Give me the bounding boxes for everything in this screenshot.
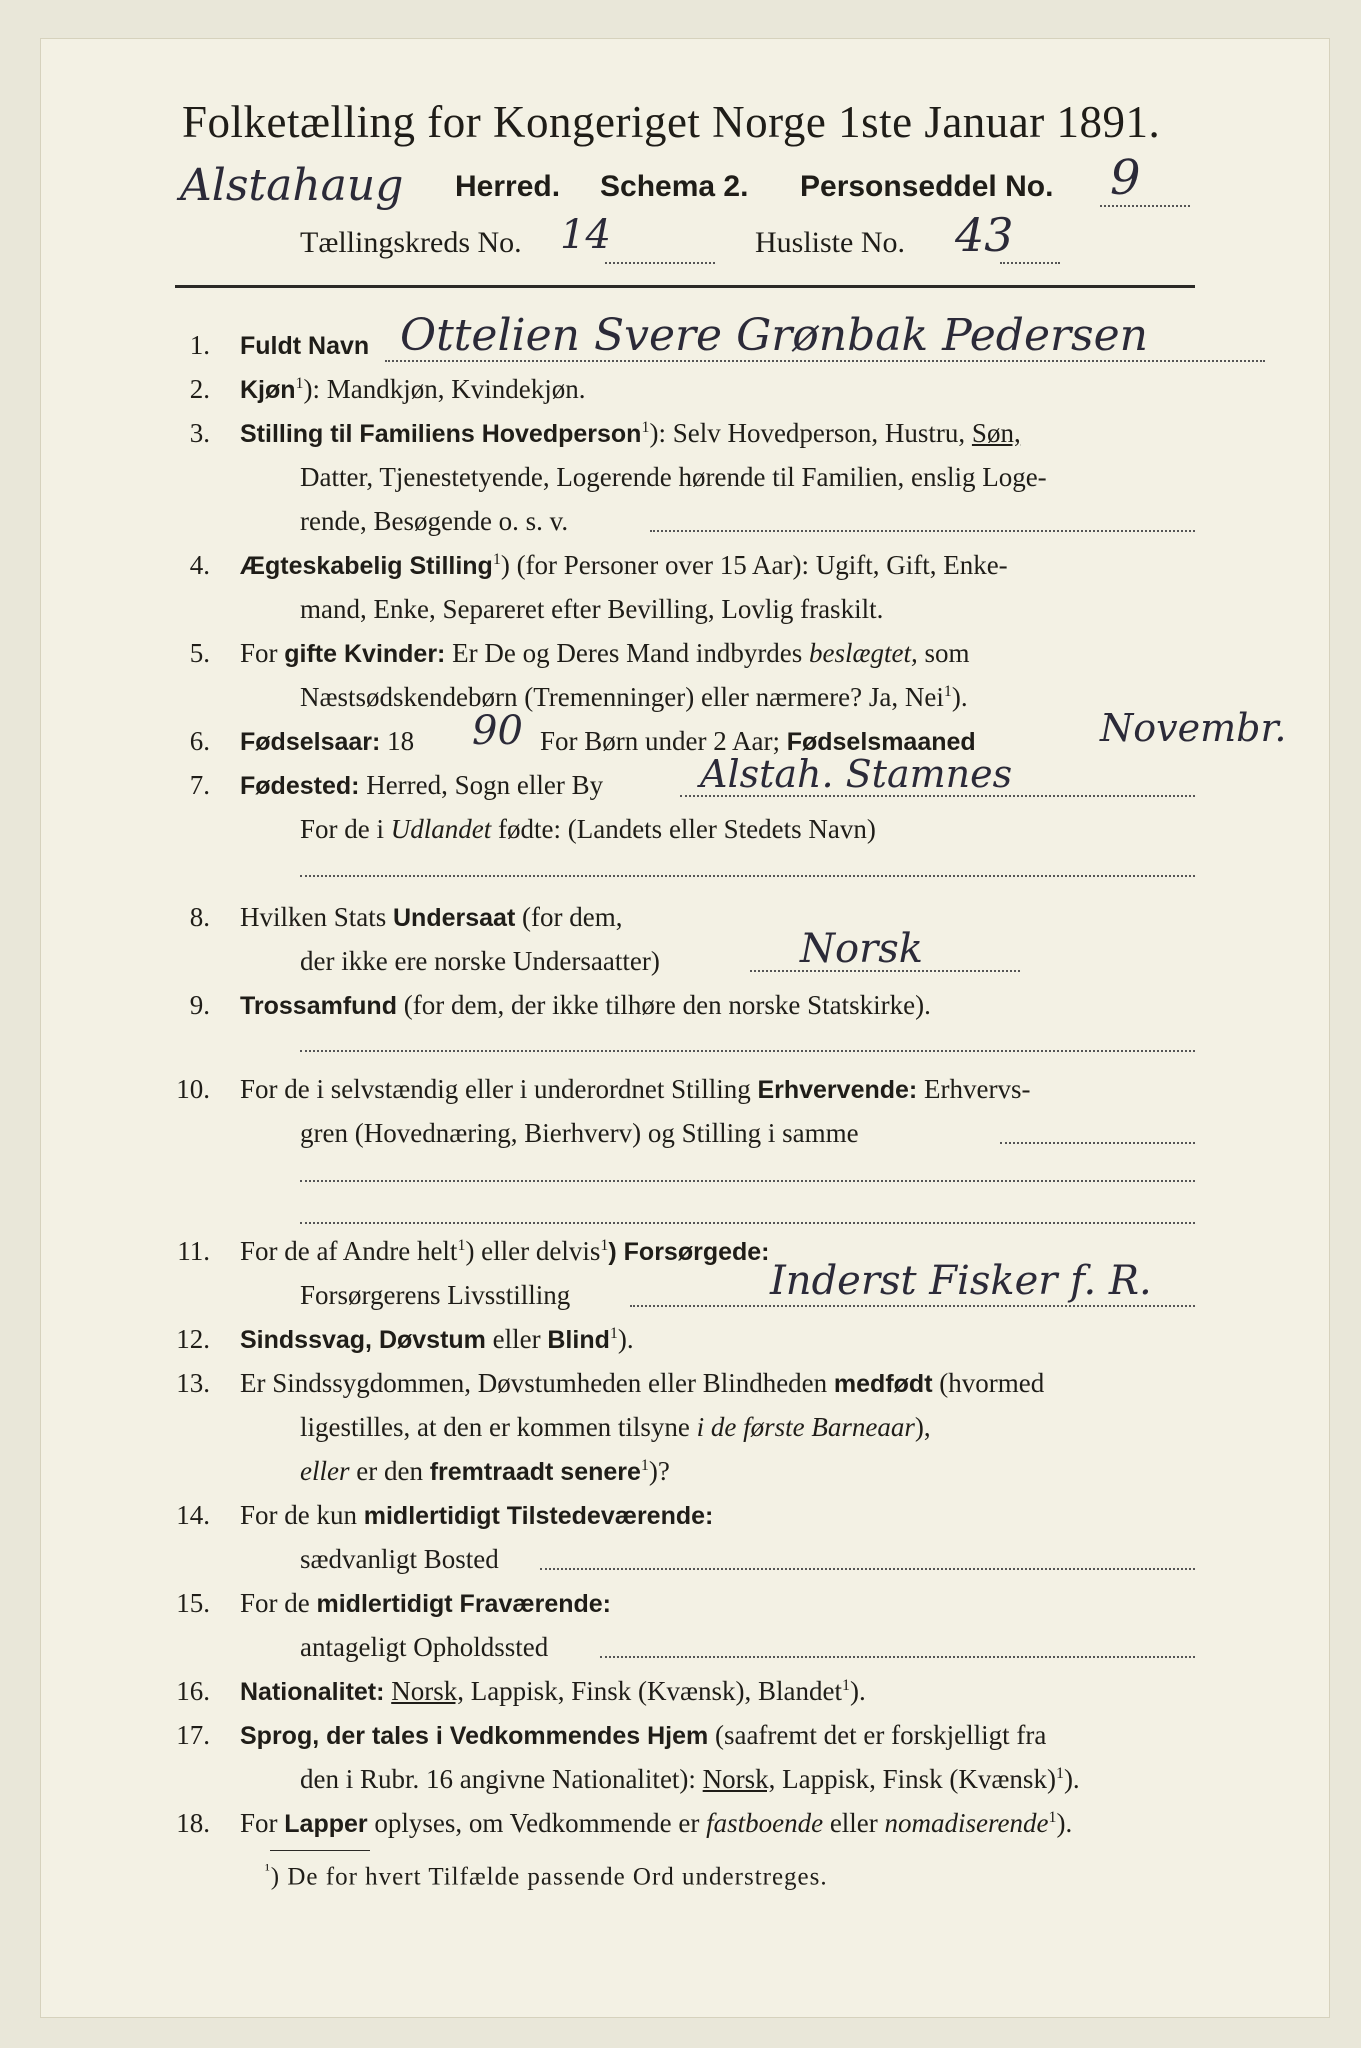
marital-line-2: mand, Enke, Separeret efter Bevilling, Lovlig fraskilt. — [300, 594, 884, 624]
birth-month-line: For Børn under 2 Aar; Fødselsmaaned — [540, 726, 976, 756]
kreds-label: Tællingskreds No. — [300, 226, 522, 259]
supported-line: For de af Andre helt$^1$) eller delvis$^1$) Forsørgede: — [240, 1236, 770, 1266]
occupation-line-2: gren (Hovednæring, Bierhverv) og Stilling i samme — [300, 1118, 859, 1148]
birthplace-line: Fødested: Herred, Sogn eller By — [240, 770, 604, 800]
nationality-line: Nationalitet: Norsk, Lappisk, Finsk (Kvænsk), Blandet$^1$). — [240, 1676, 866, 1706]
full-name-label: Fuldt Navn — [240, 332, 370, 360]
footnote: $^{^1}$) De for hvert Tilfælde passende Ord understreges. — [265, 1862, 828, 1891]
language-line-2: den i Rubr. 16 angivne Nationalitet): Norsk, Lappisk, Finsk (Kvænsk)$^1$). — [300, 1764, 1080, 1794]
row-number: 12. — [176, 1324, 210, 1354]
row-number: 3. — [189, 418, 210, 448]
row-number: 1. — [189, 330, 210, 360]
row-number: 11. — [177, 1236, 210, 1266]
birthplace-value: Alstah. Stamnes — [700, 752, 1013, 796]
row-number: 10. — [176, 1074, 210, 1104]
row-number: 18. — [176, 1808, 210, 1838]
personseddel-label: Personseddel No. — [800, 170, 1054, 203]
usual-residence-line: sædvanligt Bosted — [300, 1544, 499, 1574]
row-number: 17. — [176, 1720, 210, 1750]
full-name-value: Ottelien Svere Grønbak Pedersen — [400, 310, 1148, 361]
supporter-occupation-value: Inderst Fisker f. R. — [770, 1258, 1152, 1304]
marital-line: Ægteskabelig Stilling$^1$) (for Personer over 15 Aar): Ugift, Gift, Enke- — [240, 550, 1008, 580]
occupation-line: For de i selvstændig eller i underordnet Stilling Erhvervende: Erhvervs- — [240, 1074, 1031, 1104]
row-number: 5. — [189, 638, 210, 668]
row-number: 4. — [189, 550, 210, 580]
herred-label: Herred. — [455, 170, 561, 203]
form-title: Folketælling for Kongeriget Norge 1ste Januar 1891. — [182, 97, 1161, 147]
row-number: 7. — [189, 770, 210, 800]
citizenship-value: Norsk — [800, 926, 923, 972]
husliste-label: Husliste No. — [755, 226, 905, 259]
row-number: 2. — [189, 374, 210, 404]
congenital-line: Er Sindssygdommen, Døvstumheden eller Blindheden medfødt (hvormed — [240, 1368, 1045, 1398]
row-number: 6. — [189, 726, 210, 756]
lapps-line: For Lapper oplyses, om Vedkommende er fastboende eller nomadiserende$^1$). — [240, 1808, 1073, 1838]
married-women-line-2: Næstsødskendebørn (Tremenninger) eller nærmere? Ja, Nei$^1$). — [300, 682, 968, 712]
disability-line: Sindssvag, Døvstum eller Blind$^1$). — [240, 1324, 634, 1354]
birth-year-line: Fødselsaar: 18 — [240, 726, 415, 756]
probable-residence-line: antageligt Opholdssted — [300, 1632, 549, 1662]
schema-label: Schema 2. — [600, 170, 749, 203]
religion-line: Trossamfund (for dem, der ikke tilhøre den norske Statskirke). — [240, 990, 931, 1020]
family-position-line-2: Datter, Tjenestetyende, Logerende hørende til Familien, enslig Loge- — [300, 462, 1047, 492]
married-women-line: For gifte Kvinder: Er De og Deres Mand indbyrdes beslægtet, som — [240, 638, 970, 668]
family-position-line-3: rende, Besøgende o. s. v. — [300, 506, 569, 536]
birth-year-value: 90 — [472, 708, 523, 754]
congenital-line-2: ligestilles, at den er kommen tilsyne i de første Barneaar), — [300, 1412, 931, 1442]
citizenship-line-2: der ikke ere norske Undersaatter) — [300, 946, 660, 976]
language-line: Sprog, der tales i Vedkommendes Hjem (saafremt det er forskjelligt fra — [240, 1720, 1047, 1750]
husliste-number: 43 — [955, 208, 1014, 262]
sex-line: Kjøn$^1$): Mandkjøn, Kvindekjøn. — [240, 374, 586, 404]
congenital-line-3: eller er den fremtraadt senere$^1$)? — [300, 1456, 670, 1486]
row-number: 9. — [189, 990, 210, 1020]
row-number: 13. — [176, 1368, 210, 1398]
temporary-absent-line: For de midlertidigt Fraværende: — [240, 1588, 611, 1618]
row-number: 14. — [176, 1500, 210, 1530]
row-number: 8. — [189, 902, 210, 932]
birth-month-value: Novembr. — [1100, 706, 1287, 750]
kreds-number: 14 — [560, 212, 611, 258]
abroad-line: For de i Udlandet fødte: (Landets eller Stedets Navn) — [300, 814, 876, 844]
row-number: 15. — [176, 1588, 210, 1618]
row-number: 16. — [176, 1676, 210, 1706]
family-position-line: Stilling til Familiens Hovedperson$^1$): Selv Hovedperson, Hustru, Søn, — [240, 418, 1021, 448]
herred-handwritten: Alstahaug — [180, 160, 404, 211]
citizenship-line: Hvilken Stats Undersaat (for dem, — [240, 902, 623, 932]
supporter-occupation-line: Forsørgerens Livsstilling — [300, 1280, 571, 1310]
temporary-present-line: For de kun midlertidigt Tilstedeværende: — [240, 1500, 714, 1530]
personseddel-number: 9 — [1110, 150, 1141, 206]
